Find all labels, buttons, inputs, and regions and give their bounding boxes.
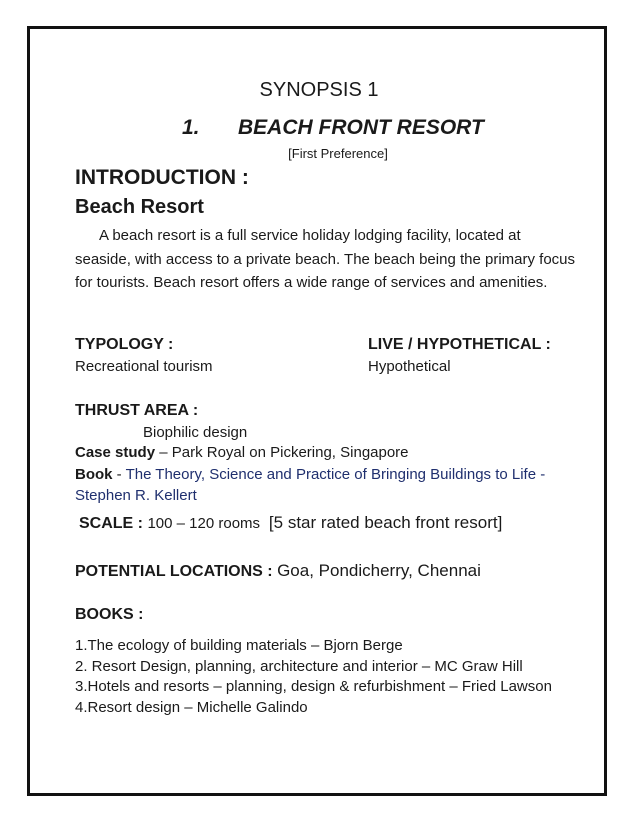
project-name: BEACH FRONT RESORT	[238, 116, 484, 139]
live-hypothetical-label: LIVE / HYPOTHETICAL :	[368, 336, 551, 353]
thrust-area-value: Biophilic design	[143, 424, 248, 441]
book-line	[75, 464, 555, 506]
case-study-value: – Park Royal on Pickering, Singapore	[159, 444, 409, 461]
thrust-area-label: THRUST AREA :	[75, 402, 199, 419]
scale-note: [5 star rated beach front resort]	[268, 513, 503, 532]
book-author: - Stephen R. Kellert	[75, 466, 546, 504]
book-separator: -	[112, 466, 126, 483]
book-title: The Theory, Science and Practice of Bringing Buildings to Life	[125, 466, 537, 483]
typology-label: TYPOLOGY :	[75, 336, 174, 353]
list-item: 3.Hotels and resorts – planning, design & refurbishment – Fried Lawson	[75, 678, 552, 695]
books-heading: BOOKS :	[75, 606, 144, 623]
case-study-label: Case study	[75, 444, 156, 461]
scale-line	[79, 513, 502, 533]
locations-label: POTENTIAL LOCATIONS :	[75, 563, 273, 580]
locations-value: Goa, Pondicherry, Chennai	[277, 561, 481, 580]
scale-label: SCALE :	[79, 515, 143, 532]
introduction-paragraph	[75, 224, 575, 295]
list-item: 4.Resort design – Michelle Galindo	[75, 698, 308, 716]
beach-resort-subheading: Beach Resort	[75, 196, 204, 218]
project-number: 1.	[182, 116, 200, 139]
live-hypothetical-value: Hypothetical	[368, 358, 451, 375]
scale-rooms: 100 – 120 rooms	[147, 515, 261, 532]
synopsis-label: SYNOPSIS 1	[259, 79, 379, 101]
list-item: 1.The ecology of building materials – Bjorn Berge	[75, 637, 403, 654]
case-study-line	[75, 444, 409, 461]
books-list	[75, 636, 575, 718]
preference-note: [First Preference]	[288, 146, 388, 161]
introduction-heading: INTRODUCTION :	[75, 166, 249, 189]
locations-line	[75, 561, 481, 581]
book-label: Book	[75, 466, 113, 483]
introduction-text: A beach resort is a full service holiday lodging facility, located at seaside, with access to a private beach. The beach being the primary focus for tourists. Beach resort offers a wide range of services and amenities.	[75, 227, 576, 291]
typology-value: Recreational tourism	[75, 358, 213, 375]
list-item: 2. Resort Design, planning, architecture and interior – MC Graw Hill	[75, 657, 523, 675]
